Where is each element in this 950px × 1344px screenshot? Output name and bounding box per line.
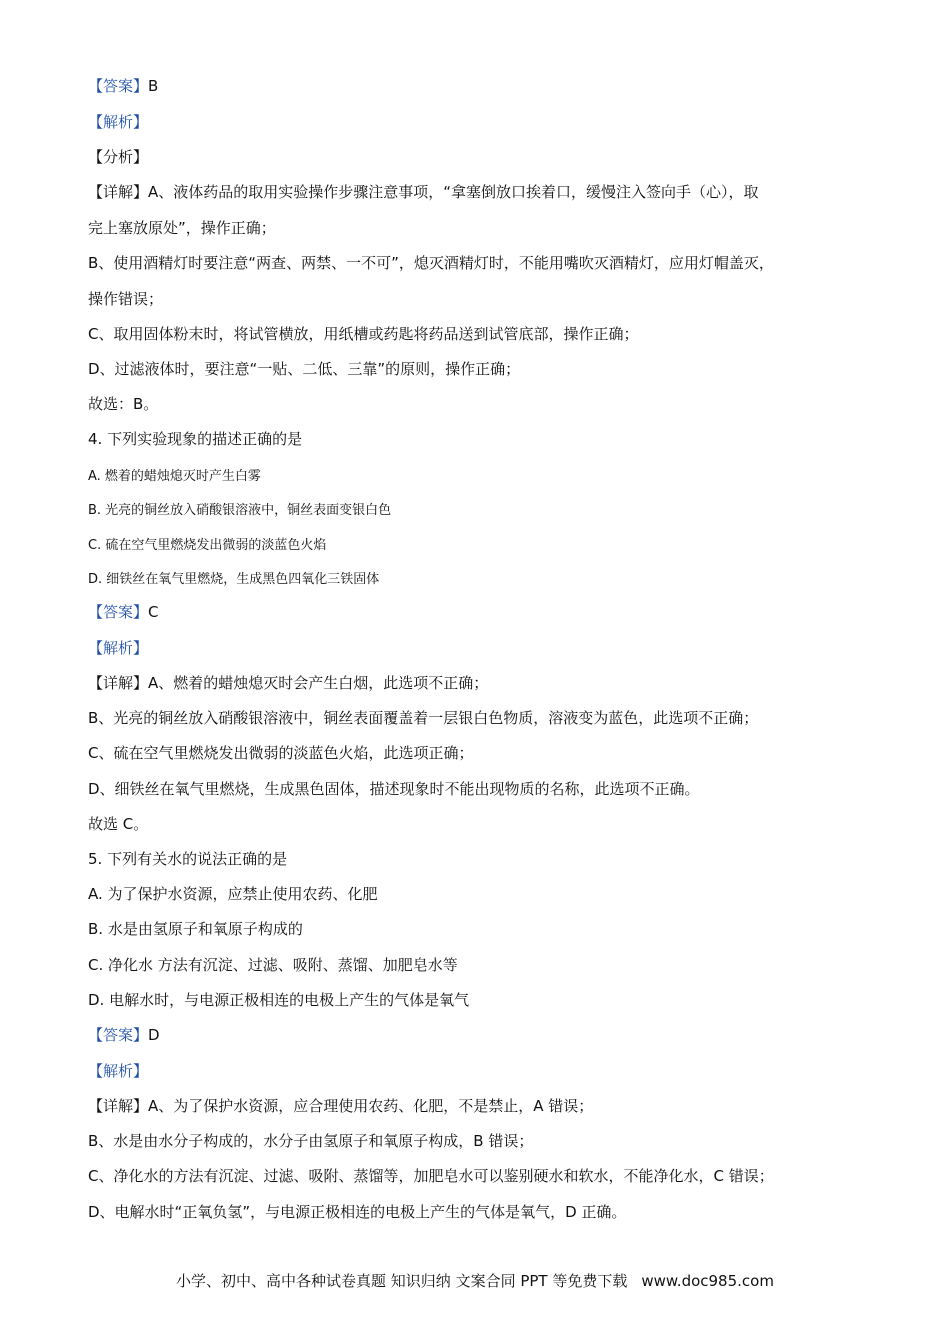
q5-detail-line-4: D、电解水时“正氧负氢”，与电源正极相连的电极上产生的气体是氧气，D 正确。 xyxy=(88,1203,627,1221)
option-a-text: A. 燃着的蜡烛熄灭时产生白雾 xyxy=(88,469,261,484)
option-c-text: C. 硫在空气里燃烧发出微弱的淡蓝色火焰 xyxy=(88,538,327,553)
detail-tag: 【详解】 xyxy=(88,1097,149,1115)
footer-url[interactable]: www.doc985.com xyxy=(641,1272,774,1290)
q5-detail-line-1 xyxy=(88,1096,593,1116)
answer-value: B xyxy=(148,77,159,95)
answer-tag: 【答案】 xyxy=(88,1026,149,1044)
detail-tag: 【详解】 xyxy=(88,183,149,201)
q3-detail-line-1 xyxy=(88,182,759,202)
page-footer xyxy=(0,1270,950,1291)
option-d-text: D. 细铁丝在氧气里燃烧，生成黑色四氧化三铁固体 xyxy=(88,572,380,587)
q5-analysis-tag: 【解析】 xyxy=(88,1062,149,1080)
q3-analysis-tag: 【解析】 xyxy=(88,113,149,131)
q4-analysis-tag: 【解析】 xyxy=(88,639,149,657)
q4-option-d xyxy=(88,568,379,590)
detail-text: A、为了保护水资源，应合理使用农药、化肥，不是禁止，A 错误； xyxy=(148,1097,594,1115)
option-b-text: B. 光亮的铜丝放入硝酸银溶液中，铜丝表面变银白色 xyxy=(88,503,392,518)
q5-stem: 5. 下列有关水的说法正确的是 xyxy=(88,850,288,868)
q4-conclusion: 故选 C。 xyxy=(88,815,149,833)
q3-detail-line-6: D、过滤液体时，要注意“一贴、二低、三靠”的原则，操作正确； xyxy=(88,360,521,378)
q4-option-b xyxy=(88,499,391,521)
detail-text: A、燃着的蜡烛熄灭时会产生白烟，此选项不正确； xyxy=(148,674,489,692)
q5-option-c: C. 净化水 方法有沉淀、过滤、吸附、蒸馏、加肥皂水等 xyxy=(88,956,458,974)
q4-detail-line-4: D、细铁丝在氧气里燃烧，生成黑色固体，描述现象时不能出现物质的名称，此选项不正确。 xyxy=(88,780,700,798)
q3-detail-line-5: C、取用固体粉末时，将试管横放，用纸槽或药匙将药品送到试管底部，操作正确； xyxy=(88,325,639,343)
q4-detail-line-2: B、光亮的铜丝放入硝酸银溶液中，铜丝表面覆盖着一层银白色物质，溶液变为蓝色，此选项不正确； xyxy=(88,709,759,727)
answer-tag: 【答案】 xyxy=(88,77,149,95)
q5-option-a: A. 为了保护水资源，应禁止使用农药、化肥 xyxy=(88,885,378,903)
detail-tag: 【详解】 xyxy=(88,674,149,692)
footer-text: 小学、初中、高中各种试卷真题 知识归纳 文案合同 PPT 等免费下载 xyxy=(176,1272,628,1290)
answer-value: C xyxy=(148,603,159,621)
detail-text: A、液体药品的取用实验操作步骤注意事项，“拿塞倒放口挨着口，缓慢注入签向手（心），取 xyxy=(148,183,759,201)
q5-option-d: D. 电解水时，与电源正极相连的电极上产生的气体是氧气 xyxy=(88,991,470,1009)
q4-answer-line xyxy=(88,602,159,622)
q5-answer-line xyxy=(88,1025,160,1045)
q5-option-b: B. 水是由氢原子和氧原子构成的 xyxy=(88,920,303,938)
q3-conclusion: 故选：B。 xyxy=(88,395,159,413)
q3-fenxi-tag: 【分析】 xyxy=(88,148,149,166)
q4-stem: 4. 下列实验现象的描述正确的是 xyxy=(88,430,303,448)
q4-option-a xyxy=(88,465,261,487)
q5-detail-line-3: C、净化水的方法有沉淀、过滤、吸附、蒸馏等，加肥皂水可以鉴别硬水和软水，不能净化水，C 错误； xyxy=(88,1167,774,1185)
q4-detail-line-3: C、硫在空气里燃烧发出微弱的淡蓝色火焰，此选项正确； xyxy=(88,744,474,762)
q4-detail-line-1 xyxy=(88,673,488,693)
q3-detail-line-2: 完上塞放原处”，操作正确； xyxy=(88,219,276,237)
q5-detail-line-2: B、水是由水分子构成的，水分子由氢原子和氧原子构成，B 错误； xyxy=(88,1132,534,1150)
q3-answer-line xyxy=(88,76,158,96)
q3-detail-line-4: 操作错误； xyxy=(88,290,164,308)
answer-value: D xyxy=(148,1026,160,1044)
answer-tag: 【答案】 xyxy=(88,603,149,621)
q4-option-c xyxy=(88,534,326,556)
q3-detail-line-3: B、使用酒精灯时要注意“两查、两禁、一不可”，熄灭酒精灯时，不能用嘴吹灭酒精灯，应用灯帽盖灭， xyxy=(88,254,774,272)
